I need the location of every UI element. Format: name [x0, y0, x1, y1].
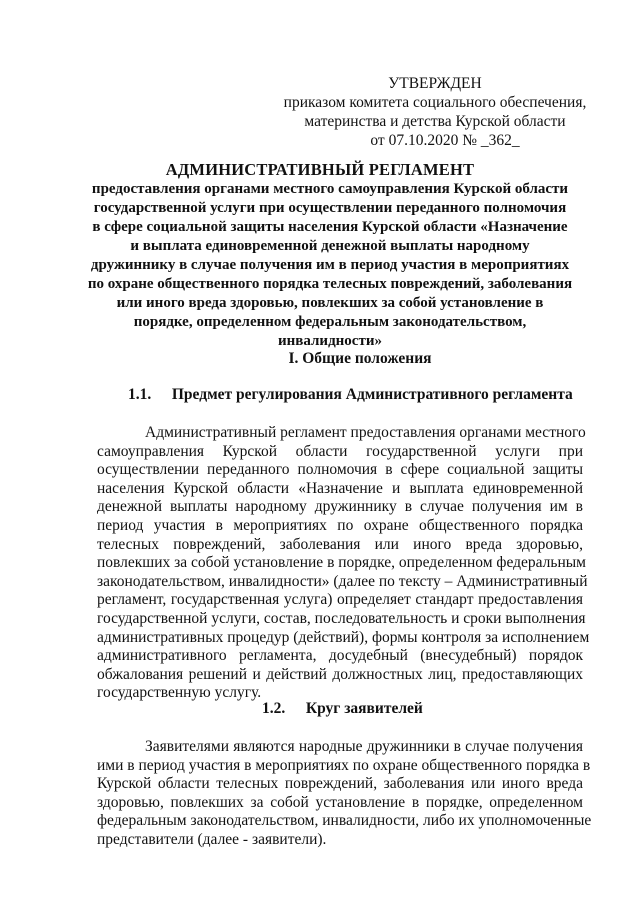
- paragraph-line: Заявителями являются народные дружинники в случае получения: [145, 738, 583, 755]
- paragraph-line: здоровью, повлекших за собой установление в порядке, определенном: [97, 793, 583, 811]
- paragraph-line: Курской области телесных повреждений, заболевания или иного вреда: [97, 775, 583, 793]
- subsection-heading-1-1: [128, 386, 573, 404]
- subtitle-line: по охране общественного порядка телесных повреждений, заболевания: [87, 276, 573, 292]
- paragraph-line: административного регламента, досудебный (внесудебный) порядок: [97, 647, 583, 665]
- paragraph-applicants: [97, 738, 592, 850]
- paragraph-line: обжалования решений и действий должностных лиц, предоставляющих: [97, 665, 583, 683]
- section-heading-general: I. Общие положения: [288, 350, 432, 367]
- subsection-number: 1.2.: [262, 700, 286, 717]
- paragraph-line: денежной выплаты народному дружиннику в случае получения им в: [97, 498, 583, 516]
- paragraph-line: административных процедур (действий), формы контроля за исполнением: [97, 628, 590, 646]
- approval-date-number: от 07.10.2020 № _362_: [370, 132, 520, 149]
- subsection-heading-1-2: [262, 700, 423, 718]
- subsection-title: Предмет регулирования Административного регламента: [171, 386, 573, 403]
- subsection-number: 1.1.: [128, 386, 152, 403]
- subtitle-line: и выплата единовременной денежной выплаты народному: [130, 238, 530, 254]
- subtitle-line: предоставления органами местного самоуправления Курской области: [91, 181, 569, 197]
- paragraph-line: регламент, государственная услуга) определяет стандарт предоставления: [97, 591, 583, 609]
- paragraph-line: населения Курской области «Назначение и выплата единовременной: [97, 479, 583, 497]
- paragraph-line: законодательством, инвалидности» (далее по тексту – Административный: [97, 572, 588, 590]
- approval-block: [270, 74, 600, 150]
- document-title: АДМИНИСТРАТИВНЫЙ РЕГЛАМЕНТ: [165, 160, 475, 179]
- subtitle-line: государственной услуги при осуществлении переданного полномочия: [93, 200, 567, 216]
- paragraph-line: Административный регламент предоставления органами местного: [145, 424, 586, 441]
- paragraph-line: повлекших за собой установление в порядке, определенном федеральным: [97, 554, 586, 572]
- paragraph-line: федеральным законодательством, инвалидности, либо их уполномоченные: [97, 812, 592, 830]
- paragraph-line: ими в период участия в мероприятиях по охране общественного порядка в: [97, 756, 591, 774]
- paragraph-line: представители (далее - заявители).: [97, 830, 327, 848]
- paragraph-line: государственную услугу.: [97, 684, 262, 702]
- approval-committee-line: материнства и детства Курской области: [304, 113, 566, 130]
- approval-heading: УТВЕРЖДЕН: [388, 75, 482, 92]
- subtitle-line: порядке, определенном федеральным законодательством,: [133, 314, 527, 330]
- paragraph-regulation-subject: [97, 424, 590, 703]
- paragraph-line: государственной услуги, состав, последовательность и сроки выполнения: [97, 609, 586, 627]
- paragraph-line: период участия в мероприятиях по охране общественного порядка: [97, 516, 583, 534]
- document-subtitle: [80, 180, 580, 351]
- subtitle-line: или иного вреда здоровью, повлекших за собой установление в: [116, 295, 544, 311]
- paragraph-line: самоуправления Курской области государственной услуги при: [97, 442, 583, 460]
- approval-order-line: приказом комитета социального обеспечения,: [283, 94, 587, 111]
- subtitle-line: инвалидности»: [278, 333, 382, 349]
- paragraph-line: осуществлении переданного полномочия в сфере социальной защиты: [97, 461, 583, 479]
- subsection-title: Круг заявителей: [305, 700, 423, 717]
- subtitle-line: в сфере социальной защиты населения Курской области «Назначение: [92, 219, 568, 235]
- paragraph-line: телесных повреждений, заболевания или иного вреда здоровью,: [97, 535, 583, 553]
- subtitle-line: дружиннику в случае получения им в период участия в мероприятиях: [90, 257, 570, 273]
